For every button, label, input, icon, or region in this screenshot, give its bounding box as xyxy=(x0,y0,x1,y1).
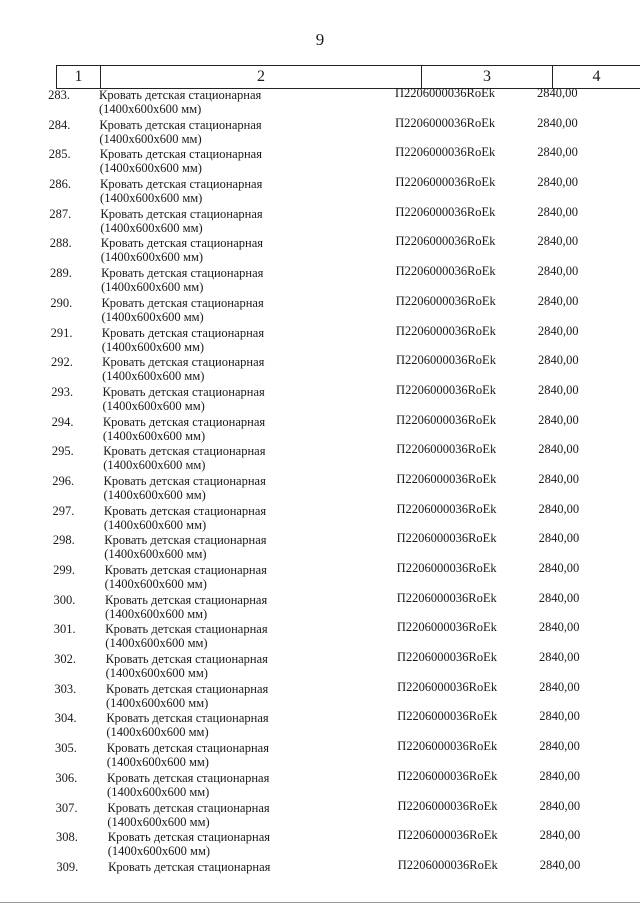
row-number: 294. xyxy=(51,414,74,429)
item-price: 2840,00 xyxy=(538,650,580,665)
table-row xyxy=(0,325,640,355)
item-name-line1: Кровать детская стационарная xyxy=(100,206,263,221)
item-name-line1: Кровать детская стационарная xyxy=(106,711,269,726)
item-name-line2: (1400x600x600 мм) xyxy=(106,725,209,740)
table-row xyxy=(0,740,640,770)
item-price: 2840,00 xyxy=(537,145,578,160)
table-row xyxy=(0,592,640,622)
item-code: П2206000036RoEk xyxy=(396,501,497,516)
item-price: 2840,00 xyxy=(537,86,578,100)
table-row xyxy=(0,770,640,800)
item-name xyxy=(104,474,364,502)
item-price: 2840,00 xyxy=(537,175,578,190)
item-name-line1: Кровать детская стационарная xyxy=(103,444,266,459)
item-price: 2840,00 xyxy=(538,471,579,486)
row-number: 301. xyxy=(53,622,76,637)
item-name xyxy=(101,296,361,324)
item-code: П2206000036RoEk xyxy=(397,798,498,813)
item-price: 2840,00 xyxy=(538,382,579,397)
item-name-line2: (1400x600x600 мм) xyxy=(103,517,207,532)
item-name xyxy=(106,711,366,739)
item-name-line1: Кровать детская стационарная xyxy=(103,503,267,518)
item-name xyxy=(107,771,367,799)
item-name xyxy=(108,830,368,858)
item-price: 2840,00 xyxy=(538,442,579,457)
item-name-line1: Кровать детская стационарная xyxy=(101,266,264,281)
row-number: 286. xyxy=(49,177,71,192)
item-name xyxy=(105,622,365,650)
item-name-line2: (1400x600x600 мм) xyxy=(101,309,204,324)
item-price: 2840,00 xyxy=(539,828,581,843)
item-price: 2840,00 xyxy=(537,293,579,308)
table-row xyxy=(0,295,640,325)
item-code: П2206000036RoEk xyxy=(395,86,495,100)
row-number: 297. xyxy=(52,503,75,518)
item-code: П2206000036RoEk xyxy=(395,145,496,160)
item-name xyxy=(104,504,364,532)
item-name-line1: Кровать детская стационарная xyxy=(100,236,264,251)
item-code: П2206000036RoEk xyxy=(395,115,496,130)
item-name-line1: Кровать детская стационарная xyxy=(107,770,270,785)
item-name xyxy=(105,563,365,591)
header-col-4: 4 xyxy=(552,66,640,88)
item-price: 2840,00 xyxy=(537,115,578,130)
item-price: 2840,00 xyxy=(539,739,580,754)
item-name-line1: Кровать детская стационарная xyxy=(108,859,271,874)
table-row xyxy=(0,265,640,295)
item-name-line2: (1400x600x600 мм) xyxy=(101,339,205,354)
table-row xyxy=(0,621,640,651)
table-row xyxy=(0,176,640,206)
item-name-line1: Кровать детская стационарная xyxy=(107,830,271,845)
row-number: 306. xyxy=(55,770,78,785)
item-name-line1: Кровать детская стационарная xyxy=(99,117,262,132)
item-name-line2: (1400x600x600 мм) xyxy=(99,161,202,176)
item-name xyxy=(103,444,363,472)
item-name xyxy=(105,593,365,621)
item-name xyxy=(107,801,367,829)
item-name xyxy=(106,682,366,710)
table-row xyxy=(0,206,640,236)
item-price: 2840,00 xyxy=(538,412,579,427)
table-row xyxy=(0,473,640,503)
row-number: 308. xyxy=(56,830,78,845)
item-name xyxy=(103,385,363,413)
item-name-line1: Кровать детская стационарная xyxy=(104,563,267,577)
row-number: 289. xyxy=(50,266,72,281)
item-name-line2: (1400x600x600 мм) xyxy=(105,636,208,651)
item-name xyxy=(107,741,367,769)
item-name-line2: (1400x600x600 мм) xyxy=(102,398,205,413)
table-row xyxy=(0,87,640,117)
item-name xyxy=(100,207,360,235)
row-number: 298. xyxy=(52,533,75,548)
item-name-line2: (1400x600x600 мм) xyxy=(103,487,206,502)
table-row xyxy=(0,651,640,681)
item-name xyxy=(101,266,361,294)
row-number: 304. xyxy=(54,711,77,726)
item-price: 2840,00 xyxy=(537,264,579,279)
item-code: П2206000036RoEk xyxy=(397,739,498,754)
item-name xyxy=(103,415,363,443)
item-name-line1: Кровать детская стационарная xyxy=(100,177,263,192)
item-name-line2: (1400x600x600 мм) xyxy=(101,280,204,295)
item-price: 2840,00 xyxy=(537,323,579,338)
table-body xyxy=(0,87,640,889)
item-name-line2: (1400x600x600 мм) xyxy=(102,428,206,443)
item-name-line2: (1400x600x600 мм) xyxy=(99,131,202,146)
row-number: 292. xyxy=(50,355,73,370)
row-number: 291. xyxy=(50,325,73,340)
table-row xyxy=(0,710,640,740)
item-name-line2: (1400x600x600 мм) xyxy=(104,547,207,562)
item-name xyxy=(104,533,364,561)
table-row xyxy=(0,443,640,473)
item-name xyxy=(101,236,361,264)
item-code: П2206000036RoEk xyxy=(396,561,497,575)
item-code: П2206000036RoEk xyxy=(397,679,498,694)
row-number: 302. xyxy=(54,652,76,667)
item-code: П2206000036RoEk xyxy=(395,204,496,219)
item-name-line2: (1400x600x600 мм) xyxy=(100,191,203,206)
item-code: П2206000036RoEk xyxy=(395,323,496,338)
row-number: 307. xyxy=(55,800,78,815)
item-name xyxy=(102,326,362,354)
item-name-line2: (1400x600x600 мм) xyxy=(104,577,207,591)
item-name-line1: Кровать детская стационарная xyxy=(102,384,265,399)
table-row xyxy=(0,562,640,592)
item-code: П2206000036RoEk xyxy=(396,412,497,427)
row-number: 293. xyxy=(51,384,74,399)
item-code: П2206000036RoEk xyxy=(396,442,497,457)
item-code: П2206000036RoEk xyxy=(396,590,497,605)
header-col-1: 1 xyxy=(56,66,100,88)
item-name-line2: (1400x600x600 мм) xyxy=(106,695,209,710)
item-code: П2206000036RoEk xyxy=(397,709,498,724)
page-edge-line xyxy=(0,902,640,903)
item-name-line2: (1400x600x600 мм) xyxy=(107,814,210,829)
row-number: 285. xyxy=(48,147,71,162)
item-name-line2: (1400x600x600 мм) xyxy=(100,220,203,235)
row-number: 299. xyxy=(53,563,76,577)
item-name-line2: (1400x600x600 мм) xyxy=(99,102,202,116)
item-name-line1: Кровать детская стационарная xyxy=(105,652,268,667)
header-col-2: 2 xyxy=(100,66,421,88)
item-code: П2206000036RoEk xyxy=(396,620,497,635)
item-code: П2206000036RoEk xyxy=(396,650,497,665)
item-price: 2840,00 xyxy=(539,798,581,813)
item-name xyxy=(99,118,359,146)
header-col-3: 3 xyxy=(421,66,552,88)
item-name-line1: Кровать детская стационарная xyxy=(106,741,269,756)
table-row xyxy=(0,829,640,859)
item-price: 2840,00 xyxy=(538,501,580,516)
row-number: 284. xyxy=(48,117,71,132)
item-name-line2: (1400x600x600 мм) xyxy=(107,784,210,799)
item-name-line1: Кровать детская стационарная xyxy=(103,473,266,488)
page-number: 9 xyxy=(315,30,325,49)
item-name xyxy=(108,860,368,874)
item-name-line2: (1400x600x600 мм) xyxy=(102,369,205,384)
item-name-line1: Кровать детская стационарная xyxy=(101,325,265,340)
row-number: 305. xyxy=(55,741,77,756)
table-row xyxy=(0,859,640,889)
item-name-line2: (1400x600x600 мм) xyxy=(103,458,206,473)
row-number: 303. xyxy=(54,681,77,696)
table-row xyxy=(0,414,640,444)
item-price: 2840,00 xyxy=(537,204,579,219)
table-row xyxy=(0,146,640,176)
table-row xyxy=(0,384,640,414)
item-code: П2206000036RoEk xyxy=(395,264,496,279)
table-row xyxy=(0,532,640,562)
row-number: 296. xyxy=(52,473,75,488)
item-name-line1: Кровать детская стационарная xyxy=(99,147,262,162)
item-code: П2206000036RoEk xyxy=(396,471,497,486)
item-name-line2: (1400x600x600 мм) xyxy=(106,755,209,770)
item-price: 2840,00 xyxy=(539,768,581,783)
row-number: 287. xyxy=(49,206,72,221)
item-price: 2840,00 xyxy=(539,857,581,872)
item-name-line2: (1400x600x600 мм) xyxy=(105,666,208,681)
row-number: 288. xyxy=(49,236,72,251)
item-name xyxy=(102,355,362,383)
item-name-line2: (1400x600x600 мм) xyxy=(100,250,204,265)
item-name-line1: Кровать детская стационарная xyxy=(102,355,265,370)
item-name-line1: Кровать детская стационарная xyxy=(104,592,268,607)
row-number: 283. xyxy=(48,88,70,102)
item-name xyxy=(100,147,360,175)
item-name-line1: Кровать детская стационарная xyxy=(99,88,262,102)
item-name-line1: Кровать детская стационарная xyxy=(104,533,267,548)
item-name xyxy=(100,177,360,205)
row-number: 295. xyxy=(51,444,74,459)
item-code: П2206000036RoEk xyxy=(395,293,496,308)
item-name-line1: Кровать детская стационарная xyxy=(101,295,264,310)
item-name xyxy=(99,88,359,116)
item-name-line1: Кровать детская стационарная xyxy=(105,622,268,637)
item-code: П2206000036RoEk xyxy=(395,234,496,249)
item-code: П2206000036RoEk xyxy=(395,353,496,368)
table-row xyxy=(0,681,640,711)
item-code: П2206000036RoEk xyxy=(396,382,497,397)
item-name-line2: (1400x600x600 мм) xyxy=(104,606,208,621)
item-price: 2840,00 xyxy=(538,590,580,605)
item-code: П2206000036RoEk xyxy=(397,857,498,872)
table-row xyxy=(0,503,640,533)
table-row xyxy=(0,235,640,265)
item-name xyxy=(106,652,366,680)
item-name-line1: Кровать детская стационарная xyxy=(107,800,270,815)
row-number: 300. xyxy=(53,592,76,607)
row-number: 309. xyxy=(56,859,79,874)
item-code: П2206000036RoEk xyxy=(396,531,497,546)
item-price: 2840,00 xyxy=(539,679,580,694)
item-price: 2840,00 xyxy=(538,561,580,575)
item-price: 2840,00 xyxy=(539,709,580,724)
table-row xyxy=(0,117,640,147)
table-row xyxy=(0,800,640,830)
item-name-line2: (1400x600x600 мм) xyxy=(107,844,211,859)
item-price: 2840,00 xyxy=(538,620,580,635)
item-name-line1: Кровать детская стационарная xyxy=(106,681,269,696)
item-name-line1: Кровать детская стационарная xyxy=(102,414,266,429)
item-code: П2206000036RoEk xyxy=(397,768,498,783)
table-row xyxy=(0,354,640,384)
row-number: 290. xyxy=(50,295,73,310)
item-price: 2840,00 xyxy=(537,234,579,249)
item-price: 2840,00 xyxy=(538,531,580,546)
item-code: П2206000036RoEk xyxy=(395,175,496,190)
item-price: 2840,00 xyxy=(537,353,579,368)
item-code: П2206000036RoEk xyxy=(397,828,498,843)
